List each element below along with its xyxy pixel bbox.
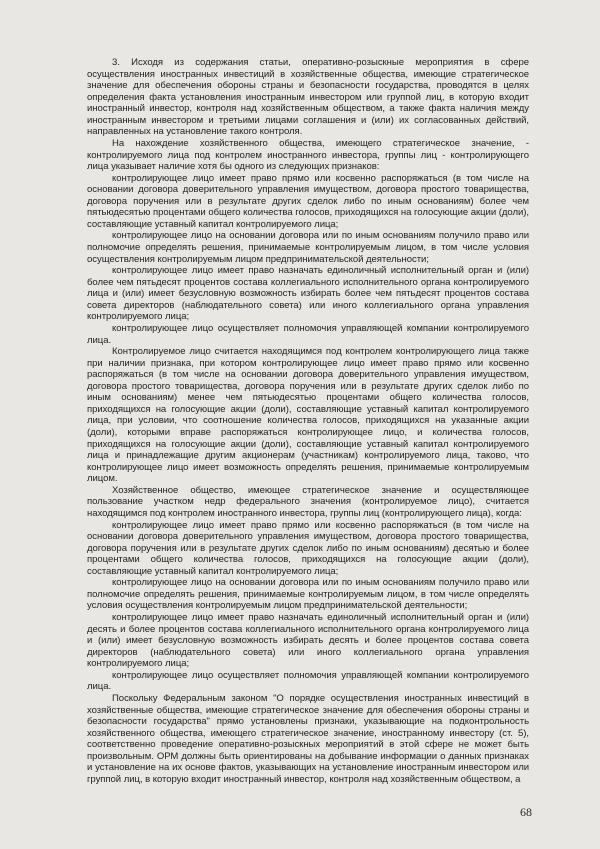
paragraph-subsoil-voting-ten-percent: контролирующее лицо имеет право прямо или косвенно распоряжаться (в том числе на основании договора доверительного управления имуществом, договора простого товарищества, договора поручения или в результате других сделок либо по иным основаниям) десятью и более процентами общего количества голосов, приходящихся на голосующие акции (доли), составляющие уставный капитал контролируемого лица; [87, 519, 529, 577]
paragraph-criterion-management-company: контролирующее лицо осуществляет полномочия управляющей компании контролируемого лица. [87, 322, 529, 346]
paragraph-item-3-intro: 3. Исходя из содержания статьи, оперативно-розыскные мероприятия в сфере осуществления иностранных инвестиций в хозяйственные общества, имеющие стратегическое значение для обеспечения обороны страны и безопасности государства, проводятся в целях определения факта установления иностранным инвестором или группой лиц, в которую входит иностранный инвестор, контроля над хозяйственным обществом, а также факта наличия между иностранным инвестором и третьими лицами соглашения и (или) их согласованных действий, направленных на установление такого контроля. [87, 57, 529, 138]
document-body [87, 57, 529, 785]
paragraph-subsoil-management-company: контролирующее лицо осуществляет полномочия управляющей компании контролируемого лица. [87, 669, 529, 693]
paragraph-minority-control: Контролируемое лицо считается находящимся под контролем контролирующего лица также при наличии признака, при котором контролирующее лицо имеет право прямо или косвенно распоряжаться (в том числе на основании договора доверительного управления имуществом, договора простого товарищества, договора поручения или в результате других сделок либо по иным основаниям) менее чем пятьюдесятью процентами общего количества голосов, приходящихся на голосующие акции (доли), составляющие уставный капитал контролируемого лица, при условии, что соотношение количества голосов, приходящихся на указанные акции (доли), которыми вправе распоряжаться контролирующее лицо, и количества голосов, приходящихся на голосующие акции (доли), составляющие уставный капитал контролируемого лица и принадлежащие другим акционерам (участникам) контролируемого лица, таково, что контролирующее лицо имеет возможность определять решения, принимаемые контролируемым лицом. [87, 346, 529, 485]
paragraph-criterion-decision-power: контролирующее лицо на основании договора или по иным основаниям получило право или полномочие определять решения, принимаемые контролируемым лицом, в том числе условия осуществления контролируемым лицом предпринимательской деятельности; [87, 230, 529, 265]
paragraph-criterion-voting-majority: контролирующее лицо имеет право прямо или косвенно распоряжаться (в том числе на основании договора доверительного управления имуществом, договора простого товарищества, договора поручения или в результате других сделок либо по иным основаниям) более чем пятьюдесятью процентами общего количества голосов, приходящихся на голосующие акции (доли), составляющие уставный капитал контролируемого лица; [87, 172, 529, 230]
paragraph-subsoil-control: Хозяйственное общество, имеющее стратегическое значение и осуществляющее пользование участком недр федерального значения (контролируемое лицо), считается находящимся под контролем иностранного инвестора, группы лиц (контролирующего лица), когда: [87, 484, 529, 519]
paragraph-subsoil-decision-power: контролирующее лицо на основании договора или по иным основаниям получило право или полномочие определять решения, принимаемые контролируемым лицом, в том числе определять условия осуществления контролируемым лицом предпринимательской деятельности; [87, 577, 529, 612]
paragraph-subsoil-appoint-executive: контролирующее лицо имеет право назначать единоличный исполнительный орган и (или) десять и более процентов состава коллегиального исполнительного органа контролируемого лица и (или) имеет безусловную возможность избирать десять и более процентов состава совета директоров (наблюдательного совета) или иного коллегиального органа управления контролируемого лица; [87, 612, 529, 670]
paragraph-control-criteria: На нахождение хозяйственного общества, имеющего стратегическое значение, - контролируемого лица под контролем иностранного инвестора, группы лиц - контролирующего лица указывает наличие хотя бы одного из следующих признаков: [87, 137, 529, 173]
paragraph-federal-law-conclusion: Поскольку Федеральным законом "О порядке осуществления иностранных инвестиций в хозяйственные общества, имеющие стратегическое значение для обеспечения обороны страны и безопасности государства" прямо установлены признаки, указывающие на подконтрольность хозяйственного общества, имеющего стратегическое значение, иностранному инвестору (ст. 5), соответственно проведение оперативно-розыскных мероприятий в этой сфере не может быть произвольным. ОРМ должны быть ориентированы на добывание информации о данных признаках и установление на их основе фактов, указывающих на установление иностранным инвестором или группой лиц, в которую входит иностранный инвестор, контроля над хозяйственным обществом, а [87, 692, 529, 785]
paragraph-criterion-appoint-executive: контролирующее лицо имеет право назначать единоличный исполнительный орган и (или) более чем пятьдесят процентов состава коллегиального исполнительного органа контролируемого лица и (или) имеет безусловную возможность избирать более чем пятьдесят процентов состава совета директоров (наблюдательного совета) или иного коллегиального органа управления контролируемого лица; [87, 265, 529, 323]
page-number: 68 [520, 805, 532, 819]
